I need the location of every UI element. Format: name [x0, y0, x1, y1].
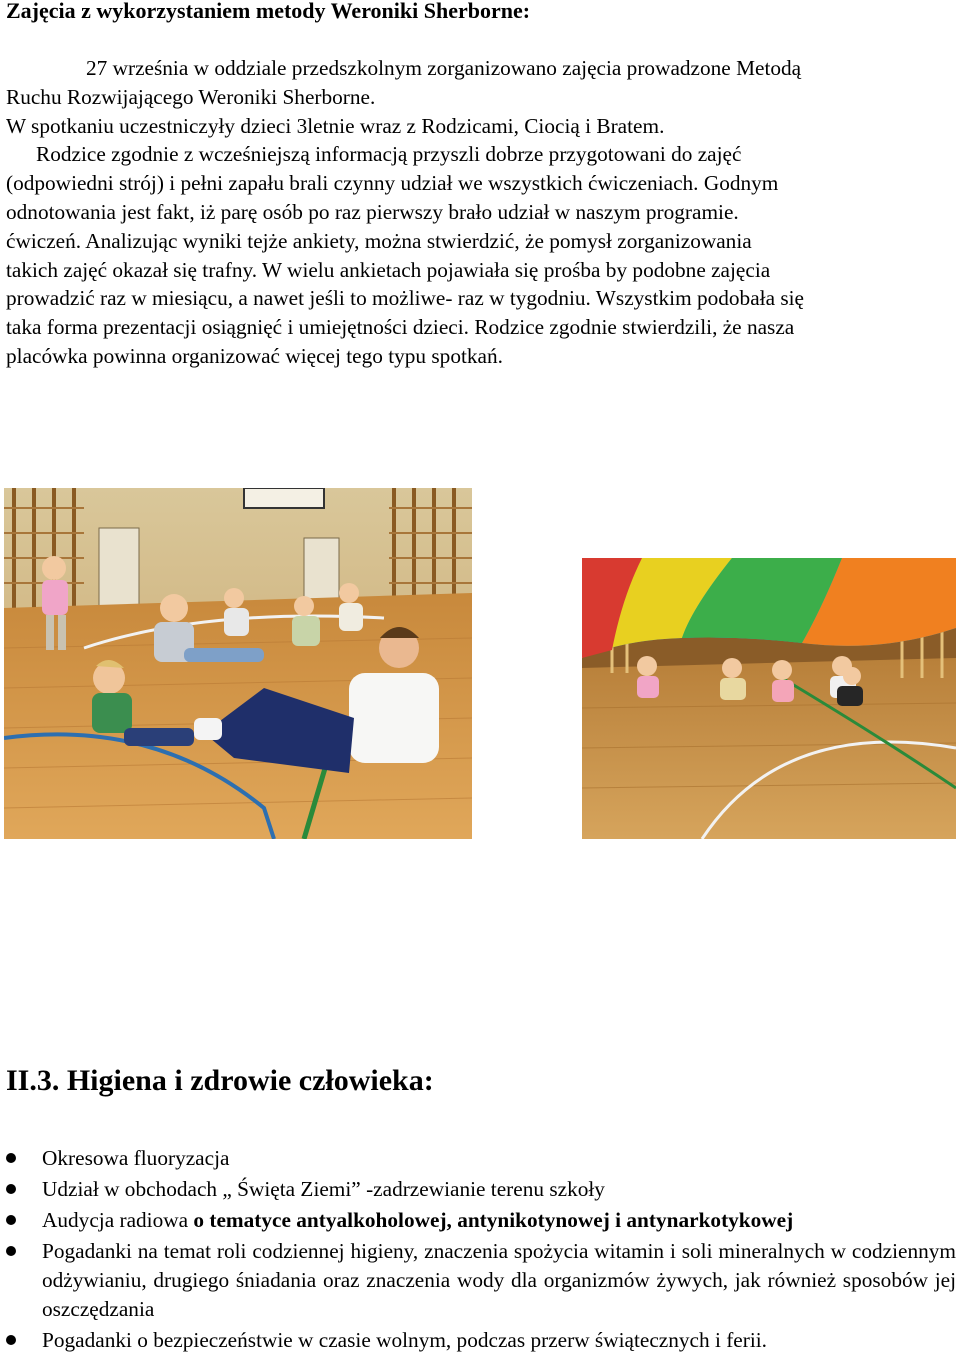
paragraph-line: takich zajęć okazał się trafny. W wielu ankietach pojawiała się prośba by podobne zajęcia [6, 257, 771, 282]
list-item-text: Pogadanki na temat roli codziennej higieny, znaczenia spożycia witamin i soli mineralnych w codziennym odżywianiu, drugiego śniadania oraz znaczenia wody dla organizmów żywych, jak również sposobów jej oszczędzania [42, 1239, 956, 1321]
paragraph-line: placówka powinna organizować więcej tego typu spotkań. [6, 343, 503, 368]
parachute-play-photo [582, 558, 956, 839]
paragraph-line: Ruchu Rozwijającego Weroniki Sherborne. [6, 84, 376, 109]
list-item-text: Pogadanki o bezpieczeństwie w czasie wolnym, podczas przerw świątecznych i ferii. [42, 1328, 767, 1352]
paragraph-line: (odpowiedni strój) i pełni zapału brali czynny udział we wszystkich ćwiczeniach. Godnym [6, 171, 779, 196]
list-item [0, 1206, 960, 1235]
list-item [0, 1144, 960, 1173]
paragraph-line: taka forma prezentacji osiągnięć i umiejętności dzieci. Rodzice zgodnie stwierdzili, że nasza [6, 315, 795, 340]
paragraph-line: ćwiczeń. Analizując wyniki tejże ankiety, można stwierdzić, że pomysł zorganizowania [6, 228, 752, 253]
list-item-text: Udział w obchodach „ Święta Ziemi” -zadrzewianie terenu szkoły [42, 1177, 605, 1201]
paragraph-line: odnotowania jest fakt, iż parę osób po raz pierwszy brało udział w naszym programie. [6, 199, 739, 224]
list-item-text: Audycja radiowa [42, 1208, 194, 1232]
bullet-icon [6, 1184, 16, 1194]
bullet-icon [6, 1215, 16, 1225]
gym-class-photo-icon [4, 488, 472, 839]
paragraph-line: 27 września w oddziale przedszkolnym zorganizowano zajęcia prowadzone Metodą [86, 56, 802, 80]
list-item [0, 1175, 960, 1204]
section-heading-sherborne: Zajęcia z wykorzystaniem metody Weroniki Sherborne: [6, 0, 531, 23]
bullet-icon [6, 1153, 16, 1163]
list-item-text: Okresowa fluoryzacja [42, 1146, 230, 1170]
gym-class-photo [4, 488, 472, 839]
hygiene-bullet-list [0, 1144, 960, 1357]
list-item [0, 1237, 960, 1324]
bullet-icon [6, 1246, 16, 1256]
parachute-play-photo-icon [582, 558, 956, 839]
list-item-bold-text: o tematyce antyalkoholowej, antynikotynowej i antynarkotykowej [193, 1208, 794, 1232]
section-heading-hygiene: II.3. Higiena i zdrowie człowieka: [6, 1064, 434, 1097]
bullet-icon [6, 1335, 16, 1345]
sherborne-paragraph [6, 54, 956, 371]
paragraph-line: Rodzice zgodnie z wcześniejszą informacją przyszli dobrze przygotowani do zajęć [36, 142, 742, 167]
paragraph-line: W spotkaniu uczestniczyły dzieci 3letnie wraz z Rodzicami, Ciocią i Bratem. [6, 113, 665, 138]
list-item [0, 1326, 960, 1355]
paragraph-line: prowadzić raz w miesiącu, a nawet jeśli to możliwe- raz w tygodniu. Wszystkim podobała się [6, 286, 804, 311]
